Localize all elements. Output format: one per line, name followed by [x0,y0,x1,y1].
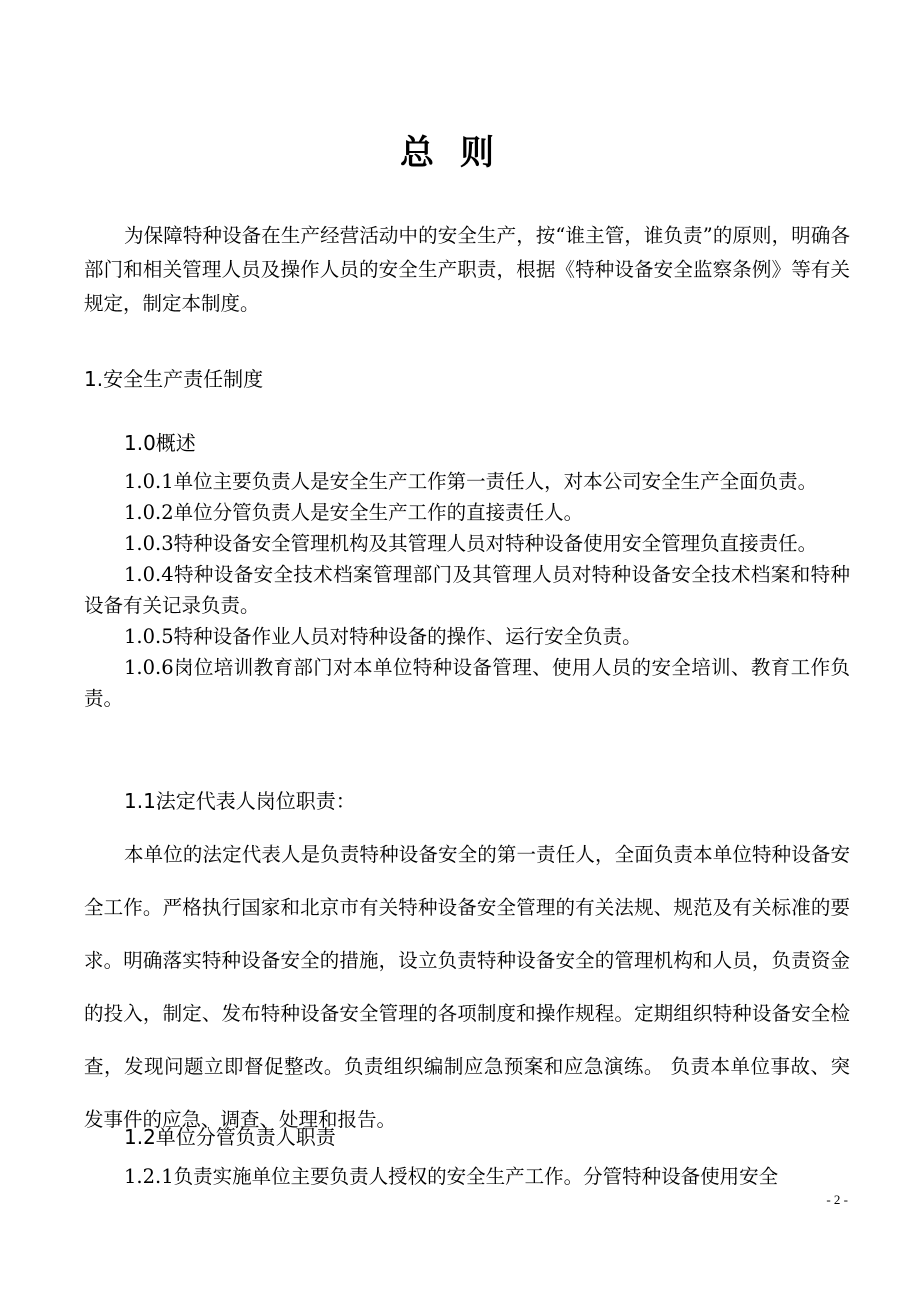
overview-item: 1.0.4特种设备安全技术档案管理部门及其管理人员对特种设备安全技术档案和特种设备有关记录负责。 [84,563,850,617]
overview-item: 1.0.3特种设备安全管理机构及其管理人员对特种设备使用安全管理负直接责任。 [124,532,818,555]
page-number: - 2 - [826,1192,848,1207]
legal-representative-duty [84,828,850,1146]
overview-item: 1.0.1单位主要负责人是安全生产工作第一责任人，对本公司安全生产全面负责。 [124,470,818,493]
intro-paragraph: 为保障特种设备在生产经营活动中的安全生产，按“谁主管，谁负责”的原则，明确各部门和相关管理人员及操作人员的安全生产职责，根据《特种设备安全监察条例》等有关规定，制定本制度。 [84,224,850,315]
section-1-heading: 1.安全生产责任制度 [84,367,264,391]
overview-item: 1.0.6岗位培训教育部门对本单位特种设备管理、使用人员的安全培训、教育工作负责。 [84,656,850,710]
document-title: 总则 [400,133,520,173]
section-1-0-heading: 1.0概述 [124,431,196,455]
overview-list [84,466,850,714]
duty-paragraph: 本单位的法定代表人是负责特种设备安全的第一责任人，全面负责本单位特种设备安全工作。严格执行国家和北京市有关特种设备安全管理的有关法规、规范及有关标准的要求。明确落实特种设备安全的措施，设立负责特种设备安全的管理机构和人员，负责资金的投入，制定、发布特种设备安全管理的各项制度和操作规程。定期组织特种设备安全检查，发现问题立即督促整改。负责组织编制应急预案和应急演练。 负责本单位事故、突发事件的应急、调查、处理和报告。 [84,843,850,1131]
section-1-2-body [84,1161,850,1192]
section-1-2-paragraph: 1.2.1负责实施单位主要负责人授权的安全生产工作。分管特种设备使用安全 [124,1165,779,1188]
overview-item: 1.0.2单位分管负责人是安全生产工作的直接责任人。 [124,501,584,524]
overview-item: 1.0.5特种设备作业人员对特种设备的操作、运行安全负责。 [124,625,642,648]
section-1-1-heading: 1.1法定代表人岗位职责： [124,789,356,813]
section-1-2-heading: 1.2单位分管负责人职责 [124,1125,336,1149]
